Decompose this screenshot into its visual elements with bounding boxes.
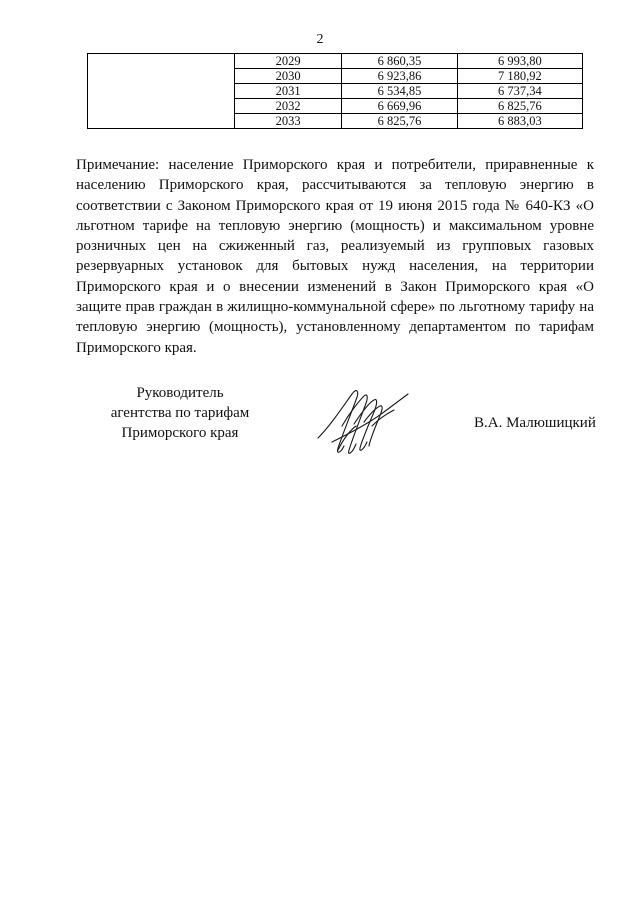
signer-title-line: агентства по тарифам [110,405,250,421]
handwritten-signature [312,382,422,462]
signer-title-line: Руководитель [136,385,224,401]
table-cell-year: 2031 [234,84,341,99]
table-cell-year: 2029 [234,54,341,69]
table-cell-value: 6 825,76 [342,114,457,129]
table-row [88,54,583,69]
table-cell-value: 6 923,86 [342,69,457,84]
table-cell-value: 6 860,35 [342,54,457,69]
table-cell-value: 6 993,80 [457,54,582,69]
table-cell-year: 2030 [234,69,341,84]
signer-title-line: Приморского края [121,425,239,441]
note-paragraph: Примечание: население Приморского края и потребители, приравненные к населению Приморского края, рассчитываются за тепловую энергию в соответствии с Законом Приморского края от 19 июня 2015 года № 640-КЗ «О льготном тарифе на тепловую энергию (мощность) и максимальном уровне розничных цен на сжиженный газ, реализуемый из групповых газовых резервуарных установок для бытовых нужд населения, на территории Приморского края и о внесении изменений в Закон Приморского края «О защите прав граждан в жилищно-коммунальной сфере» по льготному тарифу на тепловую энергию (мощность), установленному департаментом по тарифам Приморского края. [76,157,594,356]
table-cell-value: 6 737,34 [457,84,582,99]
table-cell-value: 6 669,96 [342,99,457,114]
table-cell-value: 7 180,92 [457,69,582,84]
tariff-table [87,53,583,129]
page-number: 2 [316,32,324,47]
table-cell-year: 2032 [234,99,341,114]
table-cell-value: 6 534,85 [342,84,457,99]
table-cell-year: 2033 [234,114,341,129]
signer-name: В.А. Малюшицкий [474,415,596,431]
table-cell-value: 6 825,76 [457,99,582,114]
table-cell-value: 6 883,03 [457,114,582,129]
signer-title [95,383,265,443]
table-empty-cell [88,54,235,129]
